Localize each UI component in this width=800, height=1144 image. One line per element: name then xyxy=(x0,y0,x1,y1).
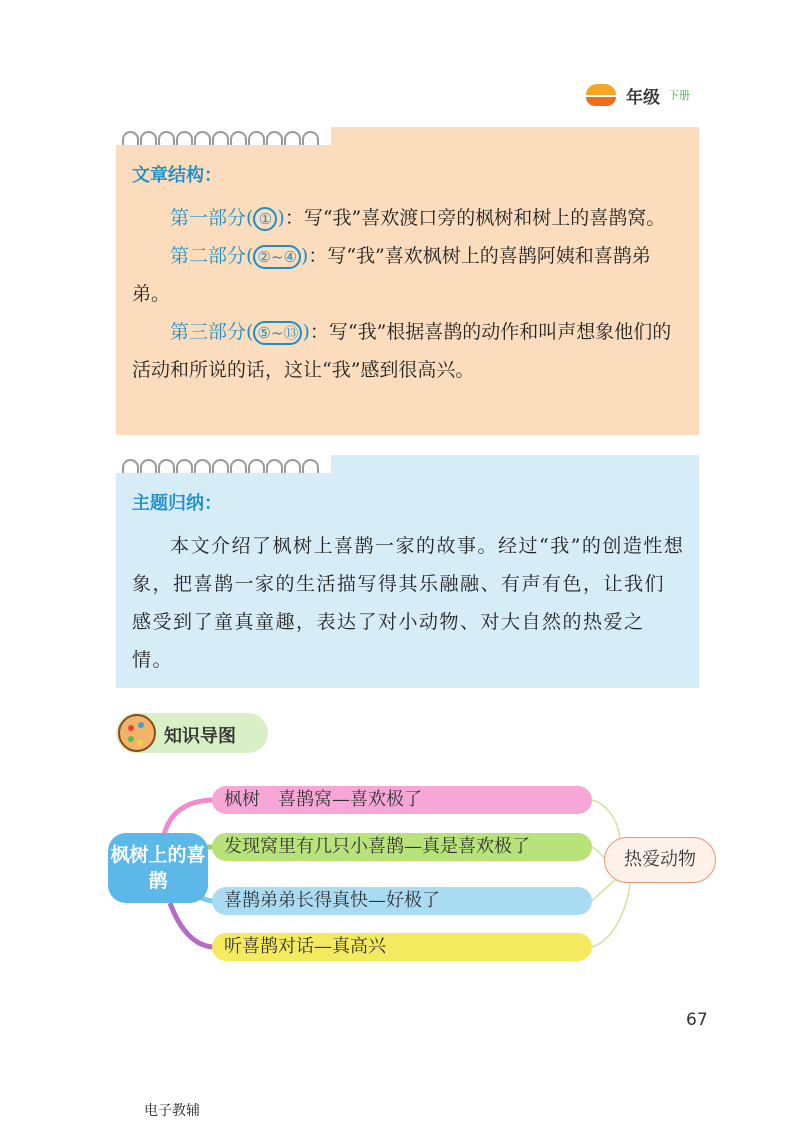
theme-title: 主题归纳： xyxy=(132,493,222,514)
notebook-rings xyxy=(116,127,699,145)
grade-header xyxy=(586,80,746,110)
part-2: 第二部分( ②~④ )：写“我”喜欢枫树上的喜鹊阿姨和喜鹊弟弟。 xyxy=(132,245,651,305)
paragraph-number: ⑤~⑬ xyxy=(253,321,302,345)
knowledge-mind-map xyxy=(100,775,740,975)
theme-text: 本文介绍了枫树上喜鹊一家的故事。经过“我”的创造性想象，把喜鹊一家的生活描写得其乐融融、有声有色，让我们感受到了童真童趣，表达了对小动物、对大自然的热爱之情。 xyxy=(132,535,685,671)
structure-note xyxy=(116,127,699,435)
knowledge-map-header xyxy=(116,713,268,753)
knowledge-map-title: 知识导图 xyxy=(164,726,236,747)
mind-map-branch-1: 枫树 喜鹊窝—喜欢极了 xyxy=(212,786,592,814)
volume-label: 下册 xyxy=(668,89,690,102)
theme-note xyxy=(116,455,699,688)
part-1: 第一部分( ① )：写“我”喜欢渡口旁的枫树和树上的喜鹊窝。 xyxy=(170,207,666,229)
mind-map-conclusion: 热爱动物 xyxy=(604,837,716,883)
mind-map-branch-4: 听喜鹊对话—真高兴 xyxy=(212,933,592,961)
mind-map-center: 枫树上的喜鹊 xyxy=(108,833,208,903)
grade-logo-icon xyxy=(586,84,616,106)
notebook-rings xyxy=(116,455,699,473)
palette-icon xyxy=(118,714,156,752)
part-3: 第三部分( ⑤~⑬ )：写“我”根据喜鹊的动作和叫声想象他们的活动和所说的话，这让“我”感到很高兴。 xyxy=(132,321,672,381)
mind-map-branch-2: 发现窝里有几只小喜鹊—真是喜欢极了 xyxy=(212,833,592,861)
page-number: 67 xyxy=(686,1010,708,1030)
grade-label: 年级 xyxy=(626,87,660,108)
footer-label: 电子教辅 xyxy=(144,1103,200,1119)
paragraph-number: ②~④ xyxy=(253,245,300,269)
mind-map-branch-3: 喜鹊弟弟长得真快—好极了 xyxy=(212,887,592,915)
paragraph-number: ① xyxy=(253,207,277,231)
structure-title: 文章结构： xyxy=(132,165,222,186)
